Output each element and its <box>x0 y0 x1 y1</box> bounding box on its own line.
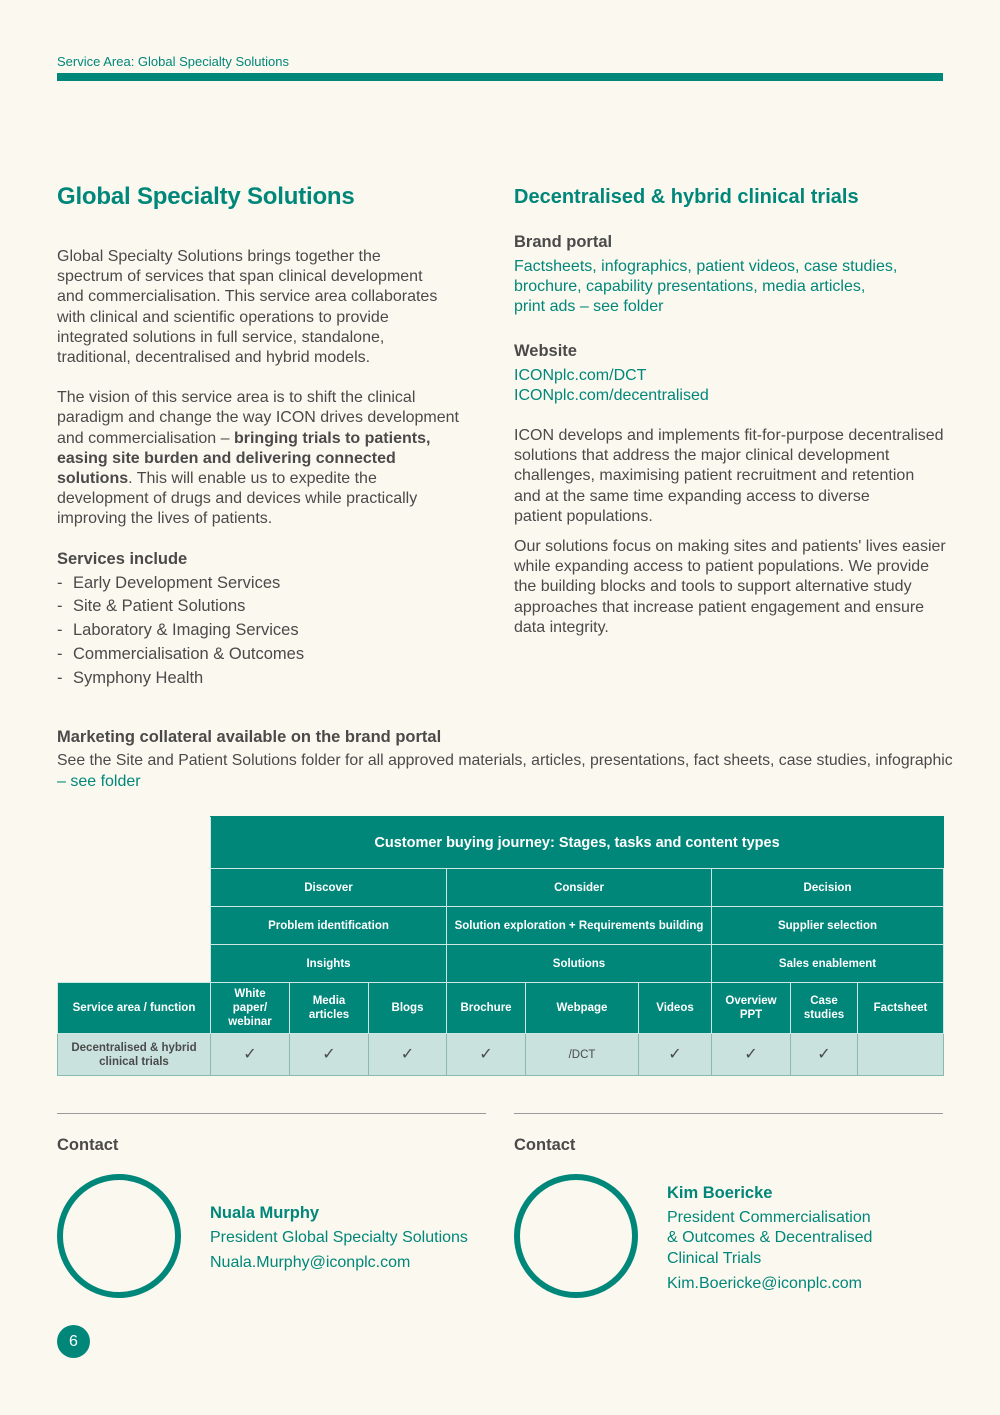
list-item <box>57 643 467 667</box>
paragraph-line: Our solutions focus on making sites and patients' lives easier <box>514 538 946 556</box>
vision-line: development of drugs and devices while practically <box>57 490 418 508</box>
table-title: Customer buying journey: Stages, tasks and content types <box>211 817 944 869</box>
marketing-section <box>57 728 953 792</box>
header-line: webinar <box>228 1016 272 1028</box>
table-corner <box>58 869 211 907</box>
table-corner <box>58 817 211 869</box>
content-group-header: Sales enablement <box>712 945 944 983</box>
vision-text: . This will enable us to expedite the <box>128 470 377 488</box>
marketing-heading: Marketing collateral available on the brand portal <box>57 728 442 746</box>
row-header: Service area / function <box>58 983 211 1034</box>
dash-bullet: - <box>57 573 63 592</box>
contact-title: President Commercialisation <box>667 1209 871 1227</box>
intro-line: integrated solutions in full service, standalone, <box>57 328 385 346</box>
list-item <box>57 667 467 691</box>
list-item <box>57 619 467 643</box>
stage-header: Decision <box>712 869 944 907</box>
intro-line: and commercialisation. This service area collaborates <box>57 288 438 306</box>
contact-name: Nuala Murphy <box>210 1204 320 1222</box>
contact-title: President Global Specialty Solutions <box>210 1229 468 1247</box>
column-header <box>712 983 791 1034</box>
vision-text: and commercialisation – <box>57 429 234 447</box>
vision-line <box>57 429 467 449</box>
paragraph-line: and at the same time expanding access to diverse <box>514 487 870 505</box>
left-column <box>57 183 467 691</box>
contact-divider <box>514 1113 943 1114</box>
intro-paragraph <box>57 247 467 368</box>
contact-heading: Contact <box>514 1136 576 1154</box>
task-header: Problem identification <box>211 907 447 945</box>
brand-portal-link[interactable] <box>514 257 954 318</box>
section-title: Decentralised & hybrid clinical trials <box>514 186 859 208</box>
column-header <box>791 983 858 1034</box>
service-area-label: Service Area: Global Specialty Solutions <box>57 54 289 69</box>
contact-name: Kim Boericke <box>667 1184 773 1202</box>
page-title: Global Specialty Solutions <box>57 183 355 210</box>
avatar <box>514 1174 638 1298</box>
intro-line: Global Specialty Solutions brings together the <box>57 248 381 265</box>
column-header <box>526 983 639 1034</box>
table-corner <box>58 945 211 983</box>
header-line: Case <box>810 995 838 1007</box>
column-header <box>369 983 447 1034</box>
paragraph-line: approaches that increase patient engagement and ensure <box>514 598 925 616</box>
customer-journey-table <box>57 816 944 1076</box>
header-line: studies <box>803 1009 845 1021</box>
webpage-cell: /DCT <box>526 1034 639 1076</box>
header-line: Videos <box>656 1002 694 1014</box>
services-heading: Services include <box>57 549 188 568</box>
service-label: Site & Patient Solutions <box>73 597 246 616</box>
website-link-dct[interactable]: ICONplc.com/DCT <box>514 366 647 384</box>
paragraph-line: ICON develops and implements fit-for-purpose decentralised <box>514 427 944 445</box>
column-header <box>211 983 290 1034</box>
column-header <box>639 983 712 1034</box>
dash-bullet: - <box>57 668 63 687</box>
service-label: Symphony Health <box>73 668 204 687</box>
list-item <box>57 595 467 619</box>
contact-email-link[interactable]: Nuala.Murphy@iconplc.com <box>210 1254 411 1272</box>
column-header <box>447 983 526 1034</box>
page-number: 6 <box>57 1325 90 1358</box>
contact-info <box>667 1183 872 1294</box>
content-group-header: Solutions <box>447 945 712 983</box>
brand-portal-heading: Brand portal <box>514 233 613 251</box>
intro-line: with clinical and scientific operations to provide <box>57 308 389 326</box>
vision-line <box>57 449 467 469</box>
vision-line: improving the lives of patients. <box>57 510 273 528</box>
paragraph-line: solutions that address the major clinical development <box>514 447 890 465</box>
paragraph-line: while expanding access to patient populations. We provide <box>514 558 930 576</box>
service-label: Laboratory & Imaging Services <box>73 621 299 640</box>
table-row <box>58 1034 944 1076</box>
dash-bullet: - <box>57 597 63 616</box>
contact-title: & Outcomes & Decentralised <box>667 1229 873 1247</box>
check-cell: ✓ <box>712 1034 791 1076</box>
check-cell: ✓ <box>290 1034 369 1076</box>
header-line: Overview <box>725 995 777 1007</box>
row-label-line: clinical trials <box>99 1055 169 1068</box>
vision-line: The vision of this service area is to shift the clinical <box>57 389 416 407</box>
row-label-line: Decentralised & hybrid <box>71 1041 197 1054</box>
check-cell: ✓ <box>211 1034 290 1076</box>
header-line: Webpage <box>556 1002 608 1014</box>
header-line: PPT <box>739 1009 763 1021</box>
services-list <box>57 572 467 691</box>
contact-email-link[interactable]: Kim.Boericke@iconplc.com <box>667 1274 862 1292</box>
vision-paragraph <box>57 388 467 529</box>
paragraph-line: challenges, maximising patient recruitment and retention <box>514 467 915 485</box>
stage-header: Consider <box>447 869 712 907</box>
task-header: Solution exploration + Requirements building <box>447 907 712 945</box>
intro-line: traditional, decentralised and hybrid models. <box>57 349 371 367</box>
dash-bullet: - <box>57 621 63 640</box>
contact-card-nuala <box>57 1113 486 1272</box>
vision-bold: bringing trials to patients, <box>233 429 431 447</box>
service-label: Early Development Services <box>73 573 281 592</box>
header-line: articles <box>308 1009 350 1021</box>
brand-portal-line[interactable]: brochure, capability presentations, media articles, <box>514 278 866 296</box>
header-line: Media <box>312 995 346 1007</box>
check-cell: ✓ <box>447 1034 526 1076</box>
check-cell: ✓ <box>369 1034 447 1076</box>
header-rule <box>57 73 943 81</box>
contact-divider <box>57 1113 486 1114</box>
avatar <box>57 1174 181 1298</box>
header-line: paper/ <box>232 1002 268 1014</box>
contact-heading: Contact <box>57 1136 119 1154</box>
contact-info <box>210 1203 468 1274</box>
stage-header: Discover <box>211 869 447 907</box>
column-header <box>290 983 369 1034</box>
header-line: Factsheet <box>873 1002 928 1014</box>
marketing-text <box>57 751 953 792</box>
header-line: Blogs <box>391 1002 424 1014</box>
paragraph-line: patient populations. <box>514 507 653 525</box>
dct-paragraph-2 <box>514 537 954 638</box>
factsheet-cell <box>858 1034 944 1076</box>
check-cell: ✓ <box>791 1034 858 1076</box>
marketing-line: See the Site and Patient Solutions folder for all approved materials, articles, presentations, fact sheets, case studies, infographic <box>57 752 953 769</box>
brand-portal-line[interactable]: print ads – see folder <box>514 298 664 316</box>
paragraph-line: data integrity. <box>514 618 609 636</box>
right-column <box>514 183 954 638</box>
brand-portal-line[interactable]: Factsheets, infographics, patient videos, case studies, <box>514 258 898 275</box>
contact-card-kim <box>514 1113 943 1292</box>
task-header: Supplier selection <box>712 907 944 945</box>
header-line: White <box>234 988 266 1000</box>
website-heading: Website <box>514 341 577 360</box>
service-label: Commercialisation & Outcomes <box>73 645 305 664</box>
column-header <box>858 983 944 1034</box>
dash-bullet: - <box>57 645 63 664</box>
paragraph-line: the building blocks and tools to support alternative study <box>514 578 912 596</box>
row-label <box>58 1034 211 1076</box>
vision-bold: solutions <box>57 470 129 488</box>
website-links <box>514 366 954 406</box>
dct-paragraph-1 <box>514 426 954 527</box>
table-corner <box>58 907 211 945</box>
intro-line: spectrum of services that span clinical development <box>57 268 423 286</box>
website-link-decentralised[interactable]: ICONplc.com/decentralised <box>514 386 709 404</box>
list-item <box>57 572 467 596</box>
vision-bold: easing site burden and delivering connected <box>57 449 396 467</box>
content-group-header: Insights <box>211 945 447 983</box>
header-line: Brochure <box>460 1002 512 1014</box>
check-cell: ✓ <box>639 1034 712 1076</box>
see-folder-link[interactable]: – see folder <box>57 772 141 790</box>
contact-title: Clinical Trials <box>667 1249 762 1267</box>
vision-line <box>57 469 467 489</box>
vision-line: paradigm and change the way ICON drives development <box>57 409 459 427</box>
